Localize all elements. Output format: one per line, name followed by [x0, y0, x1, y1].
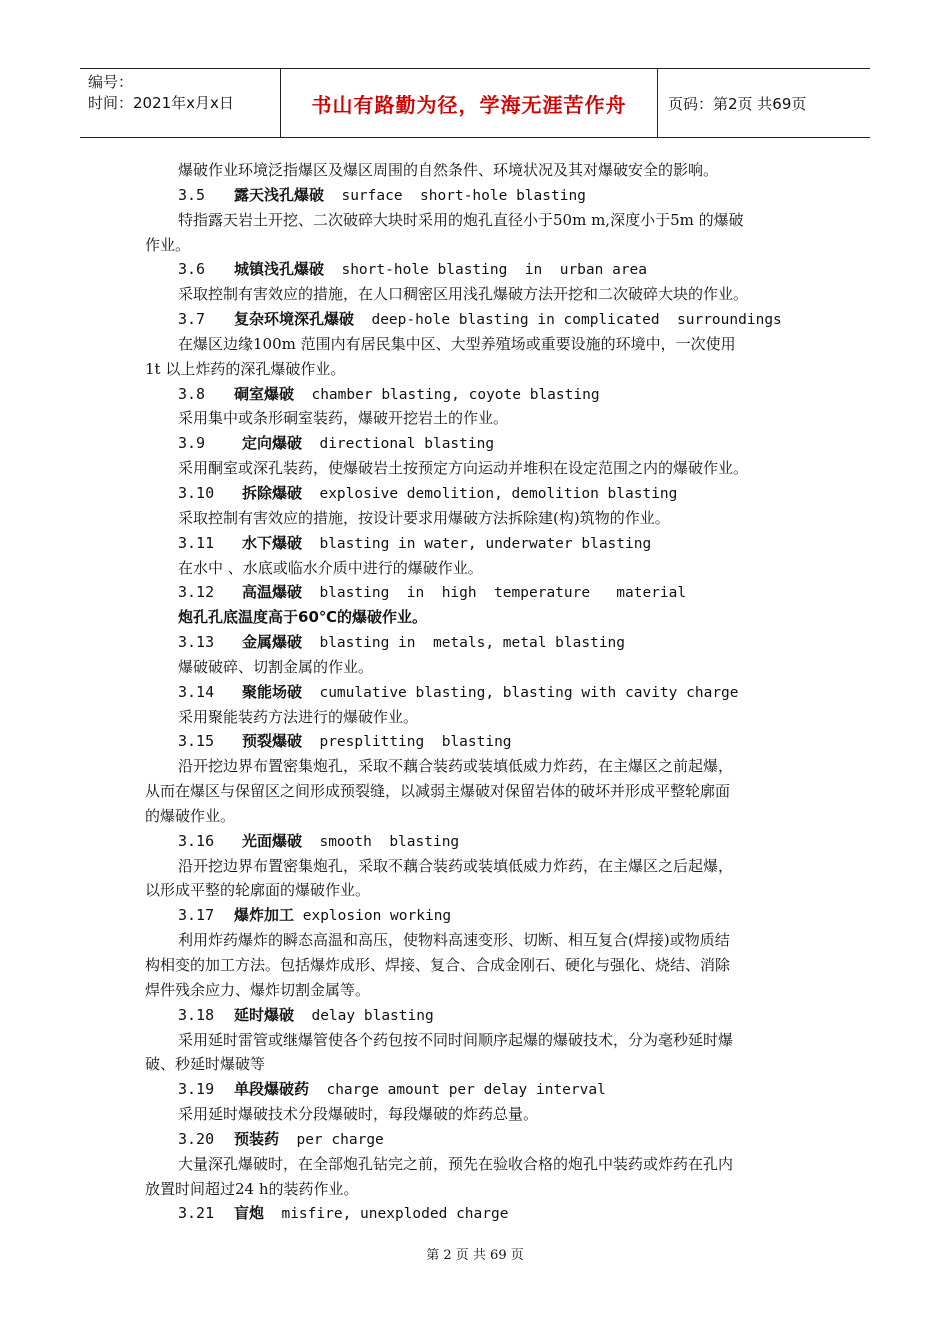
term-english: per charge	[279, 1131, 384, 1148]
term-number: 3.16	[178, 831, 215, 850]
term-number: 3.20	[178, 1129, 215, 1148]
term-number: 3.15	[178, 732, 215, 751]
definition-text: 爆破破碎、切割金属的作业。	[178, 657, 374, 676]
term-heading	[145, 580, 810, 605]
term-english: blasting in high temperature material	[302, 585, 687, 602]
term-heading	[145, 431, 810, 456]
definition-text: 从而在爆区与保留区之间形成预裂缝，以减弱主爆破对保留岩体的破坏并形成平整轮廓面	[145, 782, 731, 801]
term-chinese: 单段爆破药	[234, 1080, 310, 1099]
term-english: directional blasting	[302, 436, 495, 453]
term-chinese: 爆炸加工	[234, 906, 295, 925]
term-english: explosion working	[294, 908, 452, 925]
term-english: presplitting blasting	[302, 734, 512, 751]
definition-text: 采取控制有害效应的措施，在人口稠密区用浅孔爆破方法开挖和二次破碎大块的作业。	[178, 285, 749, 304]
term-heading	[145, 257, 810, 282]
term-chinese: 延时爆破	[234, 1005, 295, 1024]
definition-text: 1t 以上炸药的深孔爆破作业。	[145, 359, 346, 378]
term-chinese: 露天浅孔爆破	[234, 185, 325, 204]
term-heading	[145, 1003, 810, 1028]
term-number: 3.18	[178, 1005, 215, 1024]
term-heading	[145, 1127, 810, 1152]
definition-text: 破、秒延时爆破等	[145, 1055, 266, 1074]
term-chinese: 复杂环境深孔爆破	[234, 310, 355, 329]
term-number: 3.6	[178, 260, 206, 279]
definition-text: 沿开挖边界布置密集炮孔，采取不藕合装药或装填低威力炸药，在主爆区之前起爆，	[178, 757, 734, 776]
definition-text: 采用延时爆破技术分段爆破时，每段爆破的炸药总量。	[178, 1105, 539, 1124]
term-heading	[145, 307, 810, 332]
term-number: 3.21	[178, 1204, 215, 1223]
term-number: 3.12	[178, 583, 215, 602]
definition-text: 采用酮室或深孔装药，使爆破岩土按预定方向运动并堆积在设定范围之内的爆破作业。	[178, 459, 749, 478]
term-chinese: 盲炮	[234, 1204, 265, 1223]
term-number: 3.11	[178, 533, 215, 552]
definition-text: 构相变的加工方法。包括爆炸成形、焊接、复合、合成金刚石、硬化与强化、烧结、消除	[145, 956, 731, 974]
term-heading	[145, 630, 810, 655]
term-chinese: 光面爆破	[242, 831, 303, 850]
term-chinese: 水下爆破	[242, 533, 303, 552]
term-heading	[145, 1077, 810, 1102]
term-number: 3.5	[178, 185, 206, 204]
definition-text: 大量深孔爆破时，在全部炮孔钻完之前，预先在验收合格的炮孔中装药或炸药在孔内	[178, 1154, 734, 1173]
page-footer: 第 2 页 共 69 页	[426, 1248, 524, 1263]
header-meta	[80, 69, 280, 137]
definition-text: 爆破作业环境泛指爆区及爆区周围的自然条件、环境状况及其对爆破安全的影响。	[178, 161, 719, 179]
definition-text: 采用集中或条形硐室装药，爆破开挖岩土的作业。	[178, 409, 509, 428]
term-number: 3.8	[178, 384, 206, 403]
definition-text: 采用延时雷管或继爆管使各个药包按不同时间顺序起爆的爆破技术，分为毫秒延时爆	[178, 1030, 734, 1049]
term-heading	[145, 829, 810, 854]
term-english: deep-hole blasting in complicated surroundings	[354, 312, 782, 329]
term-number: 3.17	[178, 906, 215, 925]
document-body	[145, 158, 810, 1226]
term-number: 3.7	[178, 310, 206, 329]
term-heading	[145, 1201, 810, 1226]
term-chinese: 城镇浅孔爆破	[234, 260, 325, 279]
term-chinese: 预装药	[234, 1129, 280, 1148]
definition-text: 沿开挖边界布置密集炮孔，采取不藕合装药或装填低威力炸药，在主爆区之后起爆，	[178, 856, 734, 875]
term-english: delay blasting	[294, 1007, 434, 1024]
term-chinese: 预裂爆破	[242, 732, 303, 751]
term-english: smooth blasting	[302, 833, 460, 850]
term-number: 3.14	[178, 682, 215, 701]
term-heading	[145, 903, 810, 928]
date-label: 时间：2021年x月x日	[88, 94, 234, 112]
definition-text: 利用炸药爆炸的瞬态高温和高压，使物料高速变形、切断、相互复合(焊接)或物质结	[178, 931, 730, 950]
term-heading	[145, 680, 810, 705]
definition-text: 以形成平整的轮廓面的爆破作业。	[145, 881, 371, 900]
term-chinese: 金属爆破	[242, 633, 303, 652]
definition-text: 的爆破作业。	[145, 806, 236, 825]
term-english: blasting in water, underwater blasting	[302, 535, 652, 552]
term-chinese: 定向爆破	[242, 434, 303, 453]
definition-text: 放置时间超过24 h的装药作业。	[145, 1179, 359, 1198]
definition-text: 特指露天岩土开挖、二次破碎大块时采用的炮孔直径小于50m m,深度小于5m 的爆破	[178, 210, 744, 229]
term-heading	[145, 481, 810, 506]
term-english: short-hole blasting in urban area	[324, 262, 648, 279]
term-heading	[145, 183, 810, 208]
definition-text: 焊件残余应力、爆炸切割金属等。	[145, 980, 371, 999]
term-english: explosive demolition, demolition blasting	[302, 485, 678, 502]
definition-text: 作业。	[145, 235, 191, 254]
term-english: blasting in metals, metal blasting	[302, 635, 626, 652]
term-heading	[145, 531, 810, 556]
term-chinese: 高温爆破	[242, 583, 303, 602]
header-motto: 书山有路勤为径，学海无涯苦作舟	[280, 69, 658, 137]
term-chinese: 聚能场破	[242, 682, 303, 701]
term-english: misfire, unexploded charge	[264, 1206, 509, 1223]
definition-text: 采用聚能装药方法进行的爆破作业。	[178, 707, 419, 726]
definition-text-bold: 炮孔孔底温度高于60℃的爆破作业。	[178, 608, 428, 627]
header-page-info: 页码：第2页 共69页	[668, 94, 807, 113]
term-number: 3.19	[178, 1080, 215, 1099]
definition-text: 在爆区边缘100m 范围内有居民集中区、大型养殖场或重要设施的环境中，一次使用	[178, 334, 736, 353]
term-english: charge amount per delay interval	[309, 1082, 606, 1099]
page-header	[80, 68, 870, 138]
term-number: 3.9	[178, 434, 206, 453]
term-chinese: 硐室爆破	[234, 384, 295, 403]
term-english: surface short-hole blasting	[324, 187, 586, 204]
definition-text: 采取控制有害效应的措施，按设计要求用爆破方法拆除建(构)筑物的作业。	[178, 508, 670, 527]
term-english: cumulative blasting, blasting with cavity charge	[302, 684, 739, 701]
serial-label: 编号：	[88, 73, 134, 91]
term-heading	[145, 382, 810, 407]
term-number: 3.13	[178, 633, 215, 652]
term-chinese: 拆除爆破	[242, 483, 303, 502]
definition-text: 在水中 、水底或临水介质中进行的爆破作业。	[178, 558, 483, 577]
term-number: 3.10	[178, 483, 215, 502]
term-english: chamber blasting, coyote blasting	[294, 386, 600, 403]
term-heading	[145, 729, 810, 754]
